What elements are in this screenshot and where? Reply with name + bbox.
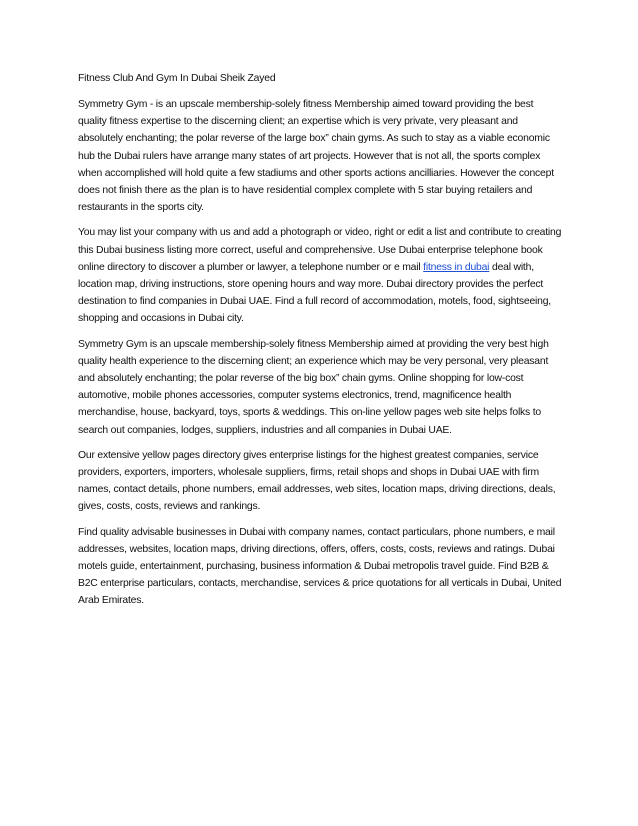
paragraph-5: Find quality advisable businesses in Dubai with company names, contact particulars, phone numbers, e mail addresses, websites, location maps, driving directions, offers, offers, costs, costs, reviews and ratings. Dubai motels guide, entertainment, purchasing, business information & Dubai metropolis travel guide. Find B2B & B2C enterprise particulars, contacts, merchandise, services & price quotations for all verticals in Dubai, United Arab Emirates. (78, 526, 562, 607)
document-page (78, 70, 564, 618)
paragraph-2-text-after-link: deal with, location map, driving instructions, store opening hours and way more. Dubai directory provides the perfect destination to find companies in Dubai UAE. Find a full record of accommodation, motels, food, sightseeing, shopping and occasions in Dubai city. (78, 261, 551, 325)
paragraph-2 (78, 224, 564, 327)
paragraph-3: Symmetry Gym is an upscale membership-solely fitness Membership aimed at providing the very best high quality health experience to the discerning client; an experience which may be very personal, very pleasant and absolutely enchanting; the polar reverse of the big box” chain gyms. Online shopping for low-cost automotive, mobile phones accessories, computer systems electronics, trend, magnificence health merchandise, house, backyard, toys, sports & weddings. This on-line yellow pages web site helps folks to search out companies, lodges, suppliers, industries and all companies in Dubai UAE. (78, 338, 549, 436)
paragraph-1: Symmetry Gym - is an upscale membership-solely fitness Membership aimed toward providing the best quality fitness expertise to the discerning client; an expertise which is very private, very pleasant and absolutely enchanting; the polar reverse of the large box” chain gyms. As such to stay as a viable economic hub the Dubai rulers have arrange many states of art projects. However that is not all, the sports complex when accomplished will hold quite a few stadiums and other sports actions ancilliaries. However the concept does not finish there as the plan is to have residential complex complete with 5 star buying retailers and restaurants in the sports city. (78, 99, 554, 214)
paragraph-4: Our extensive yellow pages directory gives enterprise listings for the highest greatest companies, service providers, exporters, importers, wholesale suppliers, firms, retail shops and shops in Dubai UAE with firm names, contact details, phone numbers, email addresses, web sites, location maps, driving directions, deals, gives, costs, costs, reviews and rankings. (78, 449, 556, 513)
paragraph-2-text-before-link: You may list your company with us and add a photograph or video, right or edit a list and contribute to creating this Dubai business listing more correct, useful and comprehensive. Use Dubai enterprise telephone book online directory to discover a plumber or lawyer, a telephone number or e mail (78, 227, 562, 273)
document-title: Fitness Club And Gym In Dubai Sheik Zayed (78, 73, 276, 84)
fitness-in-dubai-link[interactable]: fitness in dubai (423, 261, 490, 273)
